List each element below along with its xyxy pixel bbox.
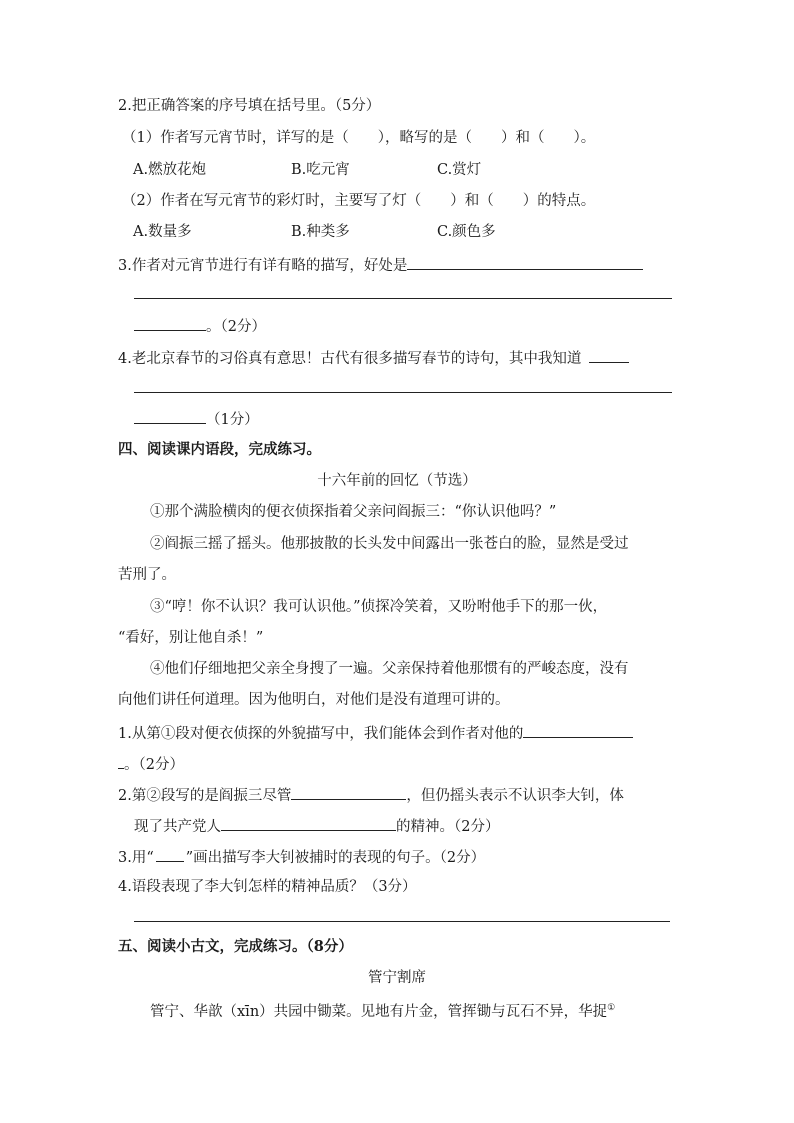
option-b: B.种类多 [291, 224, 350, 240]
q3-tail-line [134, 315, 266, 337]
passage-p4-b: 向他们讲任何道理。因为他明白，对他们是没有道理可讲的。 [118, 692, 510, 708]
s4-q3 [118, 846, 485, 868]
q2-sub2-options [133, 222, 496, 242]
s5-passage-p1 [150, 998, 615, 1022]
s4-q1-score: 。（2分） [124, 757, 184, 773]
passage-p3-b: “看好，别让他自杀！” [118, 630, 264, 646]
s4-q2-prompt-c: 现了共产党人 [134, 819, 221, 835]
section5-heading: 五、阅读小古文，完成练习。（8分） [118, 938, 353, 955]
answer-blank[interactable] [589, 347, 629, 363]
answer-blank[interactable] [134, 408, 206, 424]
answer-blank[interactable] [523, 722, 633, 738]
passage-p2-a: ②阎振三摇了摇头。他那披散的长头发中间露出一张苍白的脸，显然是受过 [150, 536, 629, 552]
s4-q2-prompt-a: 2.第②段写的是阎振三尽管 [118, 788, 292, 804]
s4-q2-prompt-b: ，但仍摇头表示不认识李大钊，体 [406, 788, 624, 804]
section4-heading: 四、阅读课内语段，完成练习。 [118, 441, 321, 458]
s5-passage-text: 管宁、华歆（xīn）共园中锄菜。见地有片金，管挥锄与瓦石不异，华捉 [150, 1003, 608, 1020]
q3-prompt: 3.作者对元宵节进行有详有略的描写，好处是 [118, 258, 408, 274]
s4-q3-prompt-a: 3.用“ [118, 850, 154, 866]
section5-passage-title: 管宁割席 [368, 970, 426, 986]
q2-sub2: （2）作者在写元宵节的彩灯时，主要写了灯（ ）和（ ）的特点。 [122, 193, 596, 209]
footnote-marker: ① [607, 1003, 616, 1013]
answer-blank[interactable] [291, 784, 406, 800]
s4-q2-prompt-d: 的精神。（2分） [396, 819, 500, 835]
q4-tail-line [134, 408, 259, 430]
answer-blank[interactable] [134, 315, 206, 331]
q3-text [118, 254, 643, 276]
answer-blank[interactable] [407, 254, 643, 270]
answer-line[interactable] [134, 298, 672, 299]
s4-q1-prompt: 1.从第①段对便衣侦探的外貌描写中，我们能体会到作者对他的 [118, 726, 524, 742]
option-c: C.颜色多 [437, 224, 496, 240]
answer-line[interactable] [134, 392, 672, 393]
passage-p1: ①那个满脸横肉的便衣侦探指着父亲问阎振三：“你认识他吗？” [150, 504, 557, 520]
answer-line[interactable] [134, 921, 670, 922]
option-a: A.燃放花炮 [133, 162, 207, 178]
s4-q3-prompt-b: ”画出描写李大钊被捕时的表现的句子。（2分） [185, 850, 486, 866]
s4-q1 [118, 722, 633, 744]
s4-q4: 4.语段表现了李大钊怎样的精神品质？（3分） [118, 879, 417, 895]
q2-sub1: （1）作者写元宵节时，详写的是（ ），略写的是（ ）和（ ）。 [122, 130, 596, 146]
underline-sample [156, 846, 184, 862]
q2-title: 2.把正确答案的序号填在括号里。（5分） [118, 98, 381, 114]
q4-prompt: 4.老北京春节的习俗真有意思！古代有很多描写春节的诗句，其中我知道 [118, 351, 582, 367]
q4-text [118, 347, 629, 369]
q3-score: 。（2分） [206, 319, 266, 335]
passage-p4-a: ④他们仔细地把父亲全身搜了一遍。父亲保持着他那惯有的严峻态度，没有 [150, 661, 629, 677]
q2-sub1-options [133, 160, 481, 180]
option-a: A.数量多 [133, 224, 192, 240]
section4-passage-title: 十六年前的回忆（节选） [317, 473, 477, 489]
option-b: B.吃元宵 [291, 162, 350, 178]
s4-q1-tail [118, 753, 184, 775]
passage-p2-b: 苦刑了。 [118, 567, 176, 583]
option-c: C.赏灯 [437, 162, 482, 178]
passage-p3-a: ③“哼！你不认识？我可认识他。”侦探冷笑着，又吩咐他手下的那一伙， [150, 599, 608, 615]
s4-q2-line1 [118, 784, 624, 806]
s4-q2-line2 [134, 815, 499, 837]
q4-score: （1分） [206, 412, 259, 428]
answer-blank[interactable] [221, 815, 396, 831]
